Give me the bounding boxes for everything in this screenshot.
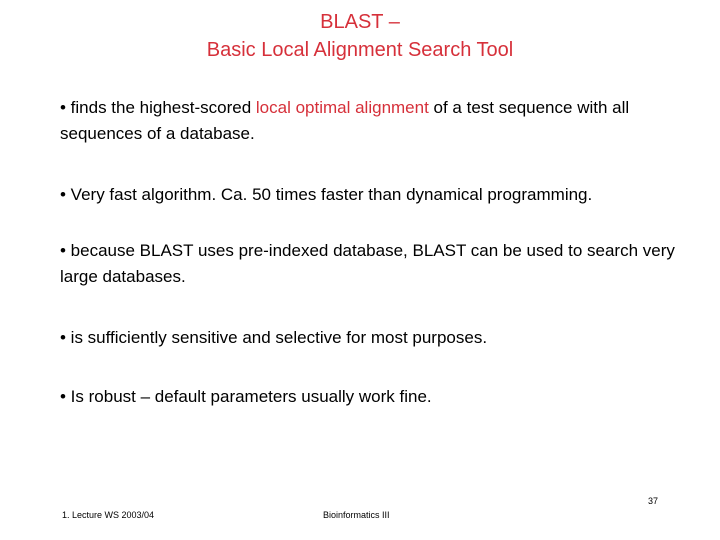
footer-lecture: 1. Lecture WS 2003/04 xyxy=(62,510,155,520)
bullet-item xyxy=(60,238,690,290)
slide-title xyxy=(0,8,720,64)
footer-course: Bioinformatics III xyxy=(323,510,390,520)
bullet-text: • finds the highest-scored xyxy=(60,98,256,117)
bullet-text: • Is robust – default parameters usually work fine. xyxy=(60,387,432,406)
page-number: 37 xyxy=(647,496,658,506)
bullet-text: • is sufficiently sensitive and selective for most purposes. xyxy=(60,328,488,347)
bullet-item xyxy=(60,384,690,410)
bullet-text: of a test sequence with all sequences of a database. xyxy=(60,98,630,143)
bullet-item xyxy=(60,182,690,208)
title-line-1: BLAST – xyxy=(320,11,400,33)
bullet-item xyxy=(60,95,690,147)
bullet-text: • because BLAST uses pre-indexed database, BLAST can be used to search very large databases. xyxy=(60,241,675,286)
bullet-highlight: local optimal alignment xyxy=(255,98,429,117)
bullet-text: • Very fast algorithm. Ca. 50 times faster than dynamical programming. xyxy=(60,185,593,204)
bullet-item xyxy=(60,325,690,351)
title-line-2: Basic Local Alignment Search Tool xyxy=(206,39,514,61)
